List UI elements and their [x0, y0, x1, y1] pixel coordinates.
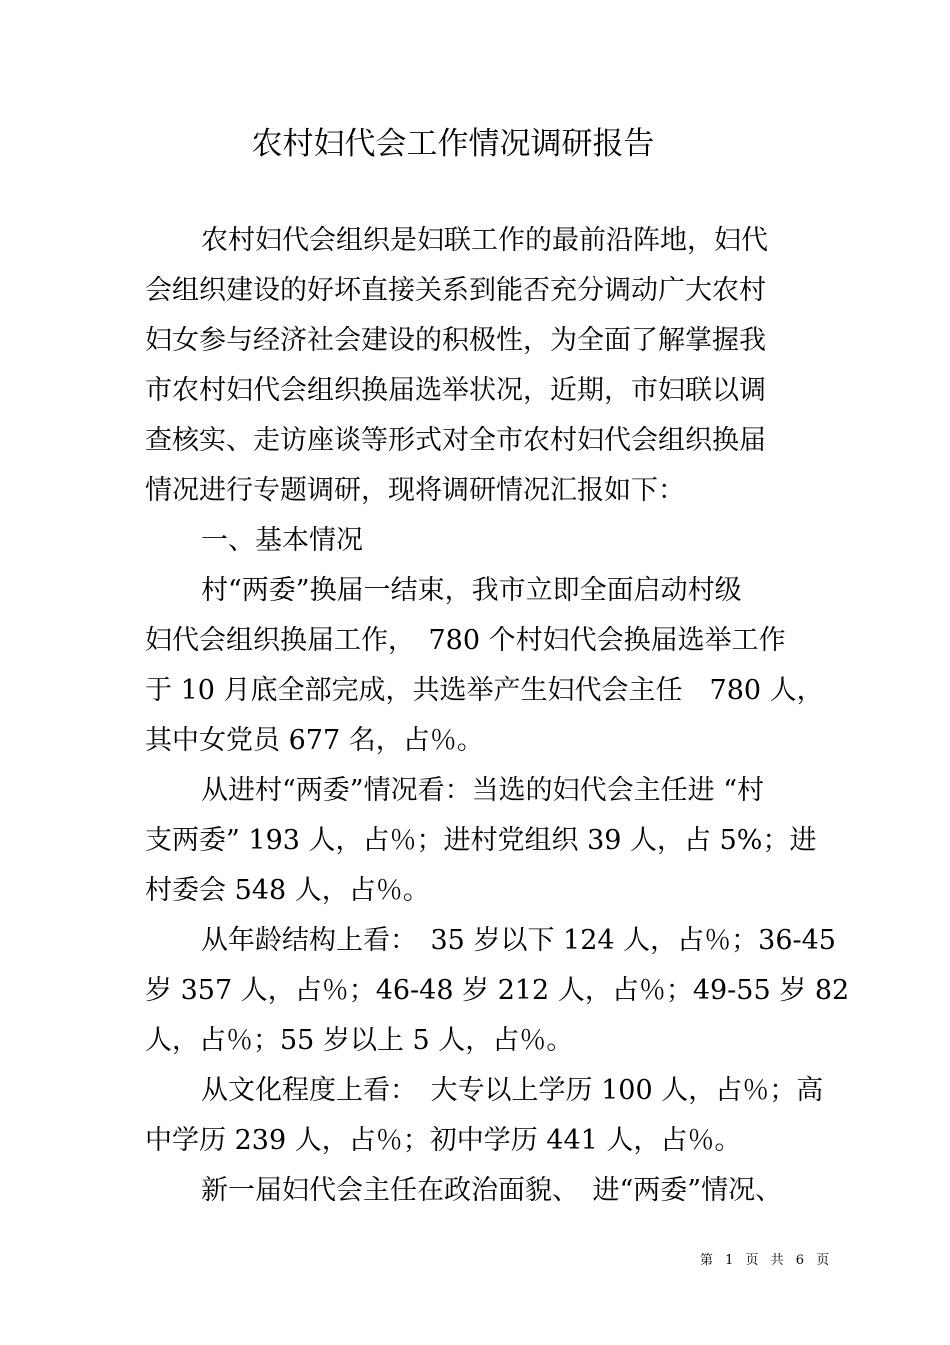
body-line: 情况进行专题调研，现将调研情况汇报如下： [145, 475, 685, 506]
body-line: 从年龄结构上看： 35 岁以下 124 人，占％；36-45 [201, 925, 836, 956]
body-line: 市农村妇代会组织换届选举状况，近期，市妇联以调 [145, 375, 766, 406]
body-line: 于 10 月底全部完成，共选举产生妇代会主任 780 人， [145, 675, 824, 706]
body-line: 妇代会组织换届工作， 780 个村妇代会换届选举工作 [145, 625, 786, 656]
body-line: 查核实、走访座谈等形式对全市农村妇代会组织换届 [145, 425, 766, 456]
document-title: 农村妇代会工作情况调研报告 [251, 126, 655, 162]
body-line: 支两委” 193 人，占％；进村党组织 39 人，占 5%；进 [145, 825, 817, 856]
section-heading: 一、基本情况 [201, 525, 363, 556]
body-line: 从进村“两委”情况看：当选的妇代会主任进 “村 [201, 775, 764, 806]
body-line: 其中女党员 677 名，占％。 [145, 725, 484, 756]
page-number: 第 1 页 共 6 页 [700, 1253, 834, 1268]
body-line: 村委会 548 人，占％。 [145, 875, 430, 906]
body-line: 妇女参与经济社会建设的积极性，为全面了解掌握我 [145, 325, 766, 356]
body-line: 岁 357 人，占％；46-48 岁 212 人，占％；49-55 岁 82 [145, 975, 850, 1006]
body-line: 从文化程度上看： 大专以上学历 100 人，占％；高 [201, 1075, 824, 1106]
body-line: 新一届妇代会主任在政治面貌、 进“两委”情况、 [201, 1175, 783, 1206]
body-line: 中学历 239 人，占％；初中学历 441 人，占％。 [145, 1125, 742, 1156]
body-line: 农村妇代会组织是妇联工作的最前沿阵地，妇代 [201, 225, 768, 256]
body-line: 会组织建设的好坏直接关系到能否充分调动广大农村 [145, 275, 766, 306]
body-line: 村“两委”换届一结束，我市立即全面启动村级 [201, 575, 742, 606]
body-line: 人，占％；55 岁以上 5 人，占％。 [145, 1025, 574, 1056]
